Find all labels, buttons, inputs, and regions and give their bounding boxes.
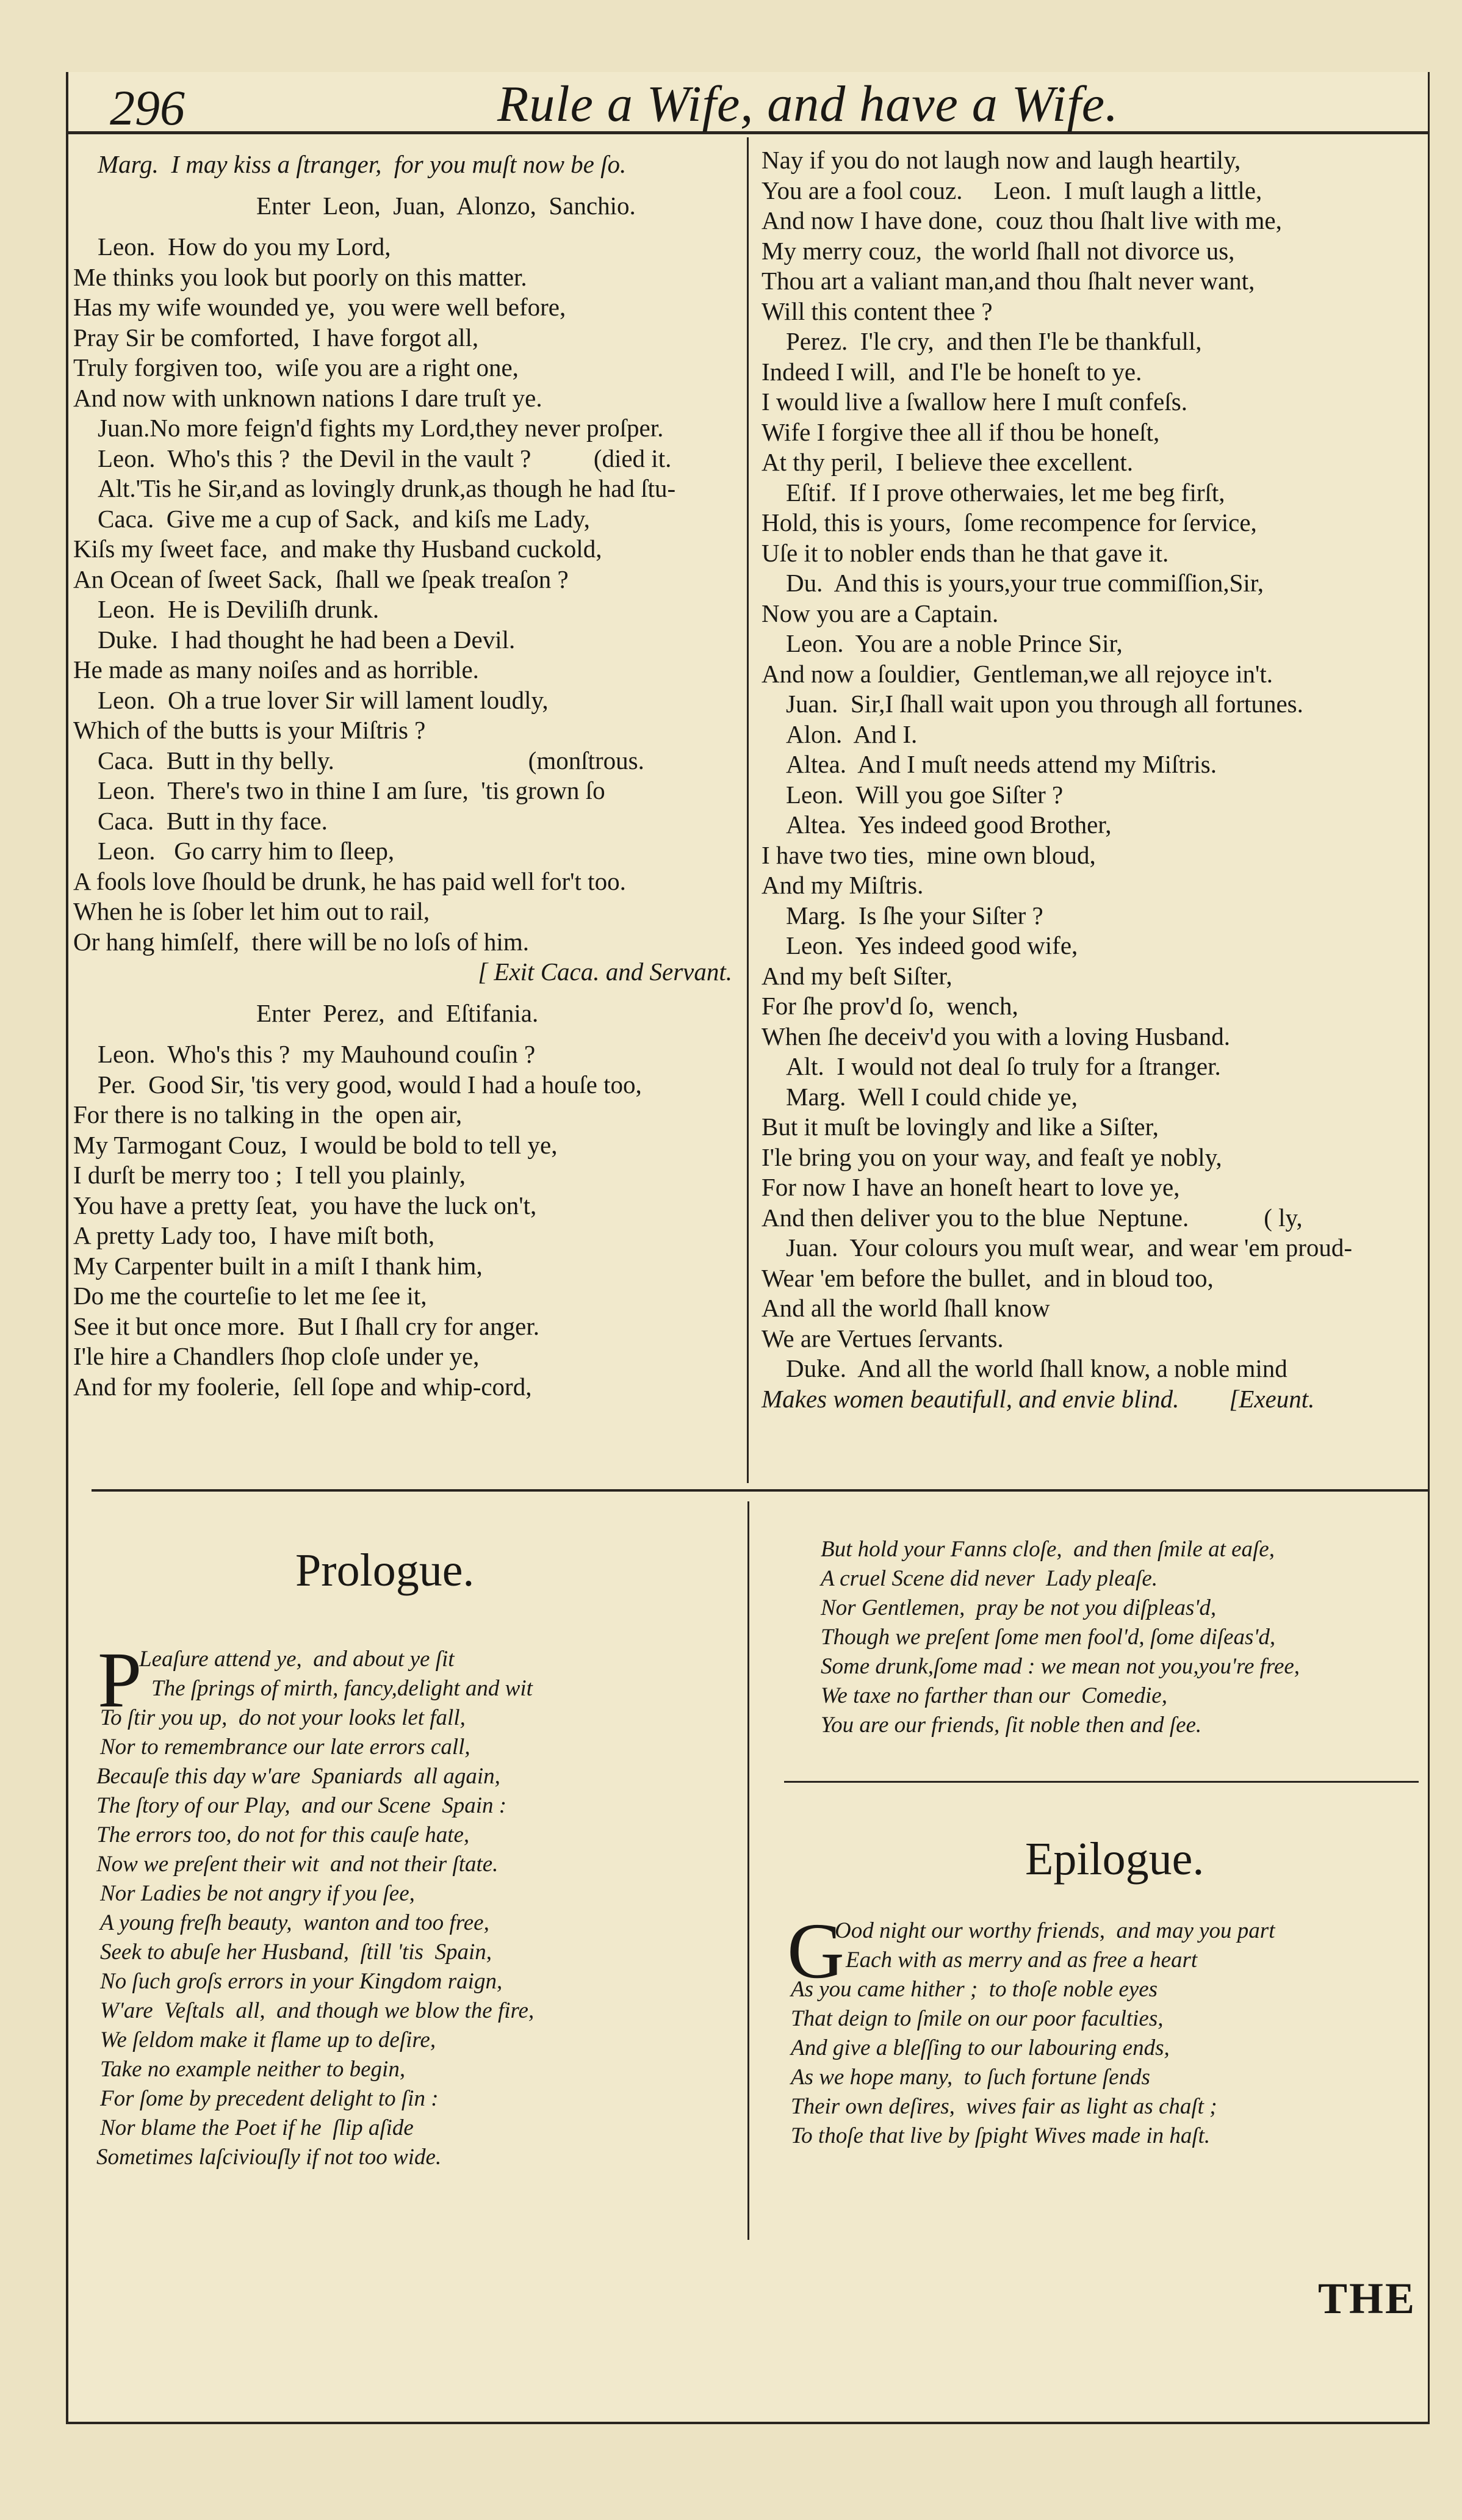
text-line: Leon. You are a noble Prince Sir, [786,629,1123,657]
verse-line: You are our friends, ſit noble then and ſee. [821,1713,1202,1738]
text-line: Alon. And I. [786,720,918,748]
verse-line: Each with as merry and as free a heart [846,1948,1198,1973]
epilogue-rule [784,1781,1419,1783]
text-line: Leon. Who's this ? the Devil in the vault ? (died it. [98,444,672,472]
text-line: Altea. And I muſt needs attend my Miſtris. [786,750,1217,778]
verse-line: No ſuch groſs errors in your Kingdom raign, [100,1969,503,1994]
text-line: Truly forgiven too, wiſe you are a right one, [73,353,519,381]
text-line: Eſtif. If I prove otherwaies, let me beg firſt, [786,478,1225,507]
text-line: An Ocean of ſweet Sack, ſhall we ſpeak treaſon ? [73,565,569,593]
verse-line: To thoſe that live by ſpight Wives made in haſt. [791,2123,1211,2148]
text-line: Duke. I had thought he had been a Devil. [98,625,516,654]
epilogue-verse [787,1916,1397,2151]
text-line: Leon. Go carry him to ſleep, [98,837,395,865]
text-line: Marg. Is ſhe your Siſter ? [786,901,1043,930]
text-line: My Tarmogant Couz, I would be bold to tell ye, [73,1130,558,1159]
text-line: And then deliver you to the blue Neptune. ( ly, [762,1203,1303,1232]
text-line: But it muſt be lovingly and like a Siſter, [762,1113,1159,1141]
text-line: Caca. Give me a cup of Sack, and kiſs me Lady, [98,504,590,533]
verse-line: Now we preſent their wit and not their ſtate. [96,1852,499,1877]
text-line: Uſe it to nobler ends than he that gave it. [762,538,1169,567]
text-line: Du. And this is yours,your true commiſſion,Sir, [786,569,1264,597]
verse-line: Seek to abuſe her Husband, ſtill 'tis Spain, [100,1940,492,1965]
text-line: I durſt be merry too ; I tell you plainly, [73,1161,466,1189]
verse-line: Nor Ladies be not angry if you ſee, [100,1881,415,1906]
verse-line: For ſome by precedent delight to ſin : [100,2086,439,2111]
text-line: Caca. Butt in thy face. [98,806,328,835]
text-line: Now you are a Captain. [762,599,999,627]
exit-direction: [ Exit Caca. and Servant. [478,958,732,986]
text-line: When ſhe deceiv'd you with a loving Husband. [762,1022,1230,1050]
verse-line: Nor blame the Poet if he ſlip aſide [100,2115,414,2140]
text-line: My merry couz, the world ſhall not divorce us, [762,236,1235,265]
text-line: Juan.No more feign'd fights my Lord,they never proſper. [98,414,664,442]
verse-line: The ſtory of our Play, and our Scene Spain : [96,1793,507,1818]
verse-line: As we hope many, to ſuch fortune ſends [791,2065,1150,2090]
text-line: We are Vertues ſervants. [762,1324,1004,1352]
text-line: Me thinks you look but poorly on this matter. [73,262,527,291]
verse-line: As you came hither ; to thoſe noble eyes [791,1977,1158,2002]
text-line: You are a fool couz. Leon. I muſt laugh a little, [762,176,1262,204]
text-line: For there is no talking in the open air, [73,1100,463,1128]
stage-direction: Enter Leon, Juan, Alonzo, Sanchio. [256,191,636,220]
stage-direction: Enter Perez, and Eſtifania. [256,998,539,1027]
text-line: You have a pretty ſeat, you have the luck on't, [73,1191,537,1219]
verse-line: Ood night our worthy friends, and may you part [835,1918,1275,1943]
text-line: Leon. Who's this ? my Mauhound couſin ? [98,1040,536,1068]
verse-line: We ſeldom make it flame up to deſire, [100,2027,436,2052]
text-line: Leon. There's two in thine I am ſure, 'tis grown ſo [98,776,605,804]
text-line: Do me the courteſie to let me ſee it, [73,1282,427,1310]
text-line: Wife I forgive thee all if thou be honeſt, [762,417,1160,446]
prologue-drop-cap: P [98,1636,142,1724]
text-line: Alt.'Tis he Sir,and as lovingly drunk,as though he had ſtu- [98,474,676,502]
text-line: And now with unknown nations I dare truſt ye. [73,383,542,412]
text-line: Makes women beautifull, and envie blind. [Exeunt. [762,1384,1315,1413]
left-column [73,150,732,1402]
catchword: THE [1318,2274,1417,2323]
verse-line: To ſtir you up, do not your looks let fall, [100,1705,466,1730]
prologue-continued [821,1535,1406,1740]
text-line: And now a ſouldier, Gentleman,we all rejoyce in't. [762,659,1273,688]
text-line: I'le hire a Chandlers ſhop cloſe under ye, [73,1342,480,1370]
verse-line: Leaſure attend ye, and about ye ſit [139,1647,455,1672]
text-line: Alt. I would not deal ſo truly for a ſtranger. [786,1052,1221,1080]
text-line: Leon. Will you goe Siſter ? [786,780,1064,809]
text-line: A pretty Lady too, I have miſt both, [73,1221,435,1249]
text-line: Leon. He is Deviliſh drunk. [98,595,380,623]
running-title: Rule a Wife, and have a Wife. [497,76,1119,132]
verse-line: A young freſh beauty, wanton and too free, [100,1910,489,1935]
epilogue-drop-cap: G [787,1907,844,1995]
text-line: When he is ſober let him out to rail, [73,897,430,925]
verse-line: Some drunk,ſome mad : we mean not you,you're free, [821,1654,1300,1679]
verse-line: Nor to remembrance our late errors call, [100,1735,470,1760]
text-line: Leon. Yes indeed good wife, [786,931,1078,959]
verse-line: Take no example neither to begin, [100,2057,406,2082]
text-line: And my Miſtris. [762,871,924,899]
text-line: Has my wife wounded ye, you were well before, [73,293,566,321]
text-line: Wear 'em before the bullet, and in bloud too, [762,1263,1214,1292]
text-line: Juan. Your colours you muſt wear, and wear 'em proud- [786,1233,1353,1262]
prologue-verse [96,1645,731,2172]
column-divider-lower [747,1501,749,2240]
text-line: And my beſt Siſter, [762,961,952,990]
verse-line: W'are Veſtals all, and though we blow the fire, [100,1998,535,2023]
text-line: I'le bring you on your way, and feaſt ye nobly, [762,1143,1222,1171]
text-line: For now I have an honeſt heart to love ye, [762,1173,1180,1201]
verse-line: Nor Gentlemen, pray be not you diſpleas'd, [821,1595,1217,1620]
text-line: Marg. Well I could chide ye, [786,1082,1078,1111]
verse-line: The ſprings of mirth, fancy,delight and wit [151,1676,533,1701]
text-line: Nay if you do not laugh now and laugh heartily, [762,146,1241,174]
text-line: And now I have done, couz thou ſhalt live with me, [762,206,1282,234]
verse-line: But hold your Fanns cloſe, and then ſmile at eaſe, [821,1537,1275,1562]
column-divider [747,137,749,1483]
verse-line: Becauſe this day w'are Spaniards all again, [96,1764,500,1789]
page-number: 296 [110,80,185,135]
prologue-title: Prologue. [295,1545,475,1596]
text-line: For ſhe prov'd ſo, wench, [762,992,1018,1020]
text-line: Hold, this is yours, ſome recompence for ſervice, [762,508,1257,536]
text-line: Pray Sir be comforted, I have forgot all, [73,323,479,352]
text-line: Altea. Yes indeed good Brother, [786,811,1112,839]
verse-line: We taxe no farther than our Comedie, [821,1683,1167,1708]
text-line: Leon. Oh a true lover Sir will lament loudly, [98,685,549,714]
text-line: Juan. Sir,I ſhall wait upon you through all fortunes. [786,690,1303,718]
verse-line: That deign to ſmile on our poor faculties, [791,2006,1164,2031]
verse-line: Sometimes laſciviouſly if not too wide. [96,2145,442,2170]
verse-line: A cruel Scene did never Lady pleaſe. [821,1566,1158,1591]
text-line: See it but once more. But I ſhall cry for anger. [73,1312,539,1340]
verse-line: And give a bleſſing to our labouring ends, [791,2035,1170,2060]
verse-line: Their own deſires, wives fair as light as chaſt ; [791,2094,1217,2119]
text-line: He made as many noiſes and as horrible. [73,655,479,684]
text-line: Or hang himſelf, there will be no loſs of him. [73,927,529,956]
text-line: A fools love ſhould be drunk, he has paid well for't too. [73,867,626,895]
text-line: Thou art a valiant man,and thou ſhalt never want, [762,267,1255,295]
text-line: Per. Good Sir, 'tis very good, would I had a houſe too, [98,1070,642,1099]
text-line: Leon. How do you my Lord, [98,233,391,261]
text-line: Duke. And all the world ſhall know, a noble mind [786,1354,1287,1382]
text-line: Perez. I'le cry, and then I'le be thankfull, [786,327,1202,355]
epilogue-title: Epilogue. [1025,1833,1205,1885]
text-line: Caca. Butt in thy belly. (monſtrous. [98,746,644,774]
text-line: I would live a ſwallow here I muſt confeſs. [762,388,1187,416]
text-line: Indeed I will, and I'le be honeſt to ye. [762,357,1142,386]
text-line: I have two ties, mine own bloud, [762,840,1096,869]
text-line: Kiſs my ſweet face, and make thy Husband cuckold, [73,535,602,563]
verse-line: The errors too, do not for this cauſe hate, [96,1822,470,1847]
text-line: Which of the butts is your Miſtris ? [73,716,426,744]
right-column [762,145,1424,1414]
text-line: At thy peril, I believe thee excellent. [762,448,1134,476]
text-line: Will this content thee ? [762,297,993,325]
text-line: My Carpenter built in a miſt I thank him, [73,1251,483,1280]
text-line: Marg. I may kiss a ſtranger, for you muſt now be ſo. [98,150,627,178]
section-rule [92,1489,1428,1492]
text-line: And all the world ſhall know [762,1294,1050,1322]
text-line: And for my foolerie, ſell ſope and whip-cord, [73,1372,532,1401]
verse-line: Though we preſent ſome men fool'd, ſome diſeas'd, [821,1625,1276,1650]
